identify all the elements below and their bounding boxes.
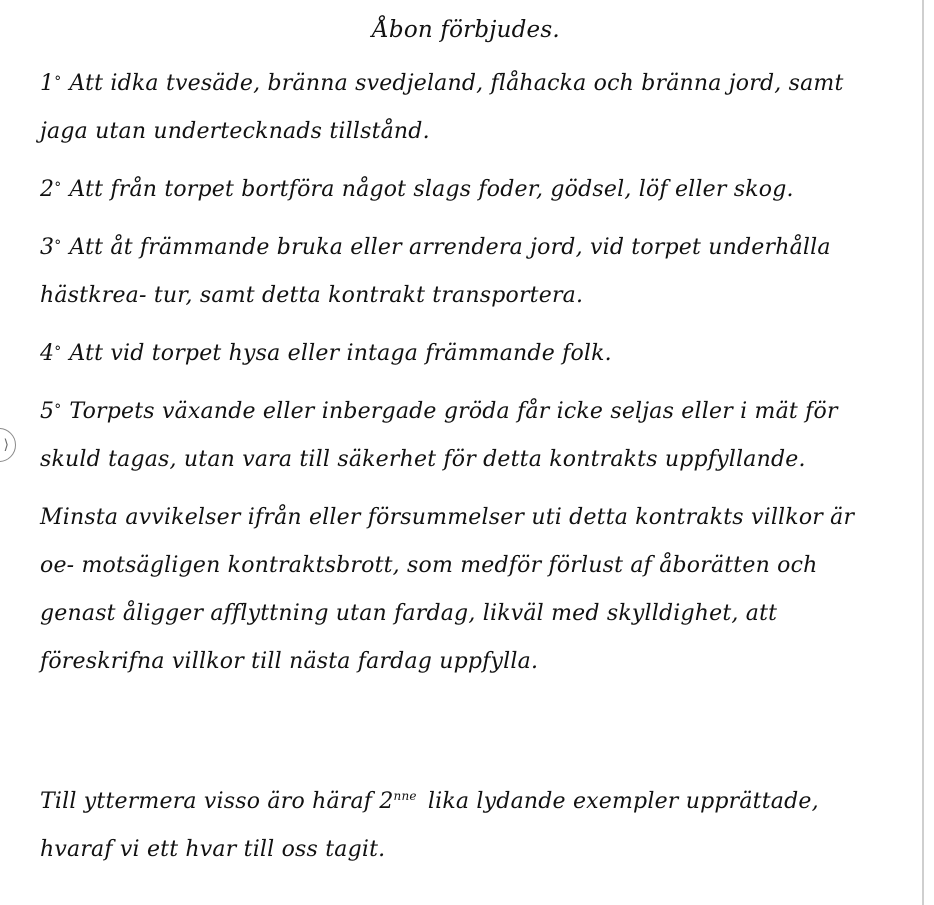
list-item bbox=[40, 224, 892, 320]
item-text: Att vid torpet hysa eller intaga främmande folk. bbox=[69, 341, 612, 366]
item-text: Att från torpet bortföra något slags foder, gödsel, löf eller skog. bbox=[69, 177, 794, 202]
page-edge-divider bbox=[922, 0, 924, 905]
document-title: Åbon förbjudes. bbox=[372, 17, 560, 43]
chevron-right-icon: ⟩ bbox=[3, 437, 9, 453]
spacer bbox=[40, 696, 892, 778]
degree-mark: ° bbox=[54, 74, 62, 90]
document-body bbox=[40, 8, 892, 884]
list-item bbox=[40, 330, 892, 378]
item-number: 2 bbox=[40, 177, 55, 202]
list-item bbox=[40, 60, 892, 156]
superscript: nne bbox=[393, 789, 417, 803]
item-number: 1 bbox=[40, 71, 55, 96]
degree-mark: ° bbox=[54, 344, 62, 360]
closing-paragraph bbox=[40, 778, 892, 874]
degree-mark: ° bbox=[54, 180, 62, 196]
item-text: Att åt främmande bruka eller arrendera jord, vid torpet underhålla hästkrea- tur, samt detta kontrakt transportera. bbox=[40, 235, 831, 308]
degree-mark: ° bbox=[54, 402, 62, 418]
item-number: 4 bbox=[40, 341, 55, 366]
item-text: Torpets växande eller inbergade gröda får icke seljas eller i mät för skuld tagas, utan vara till säkerhet för detta kontrakts uppfyllande. bbox=[40, 399, 838, 472]
list-item bbox=[40, 388, 892, 484]
item-text: Att idka tvesäde, bränna svedjeland, flåhacka och bränna jord, samt jaga utan undertecknads tillstånd. bbox=[40, 71, 844, 144]
terms-paragraph: Minsta avvikelser ifrån eller försummelser uti detta kontrakts villkor är oe- motsägligen kontraktsbrott, som medför förlust af åborätten och genast åligger afflyttning utan fardag, likväl med skylldighet, att föreskrifna villkor till nästa fardag uppfylla. bbox=[40, 505, 855, 674]
degree-mark: ° bbox=[54, 238, 62, 254]
list-item bbox=[40, 166, 892, 214]
item-number: 5 bbox=[40, 399, 55, 424]
item-number: 3 bbox=[40, 235, 55, 260]
closing-text-before: Till yttermera visso äro häraf 2 bbox=[40, 789, 394, 814]
closing-text-after: lika lydande exempler upprättade, hvaraf vi ett hvar till oss tagit. bbox=[40, 789, 819, 862]
